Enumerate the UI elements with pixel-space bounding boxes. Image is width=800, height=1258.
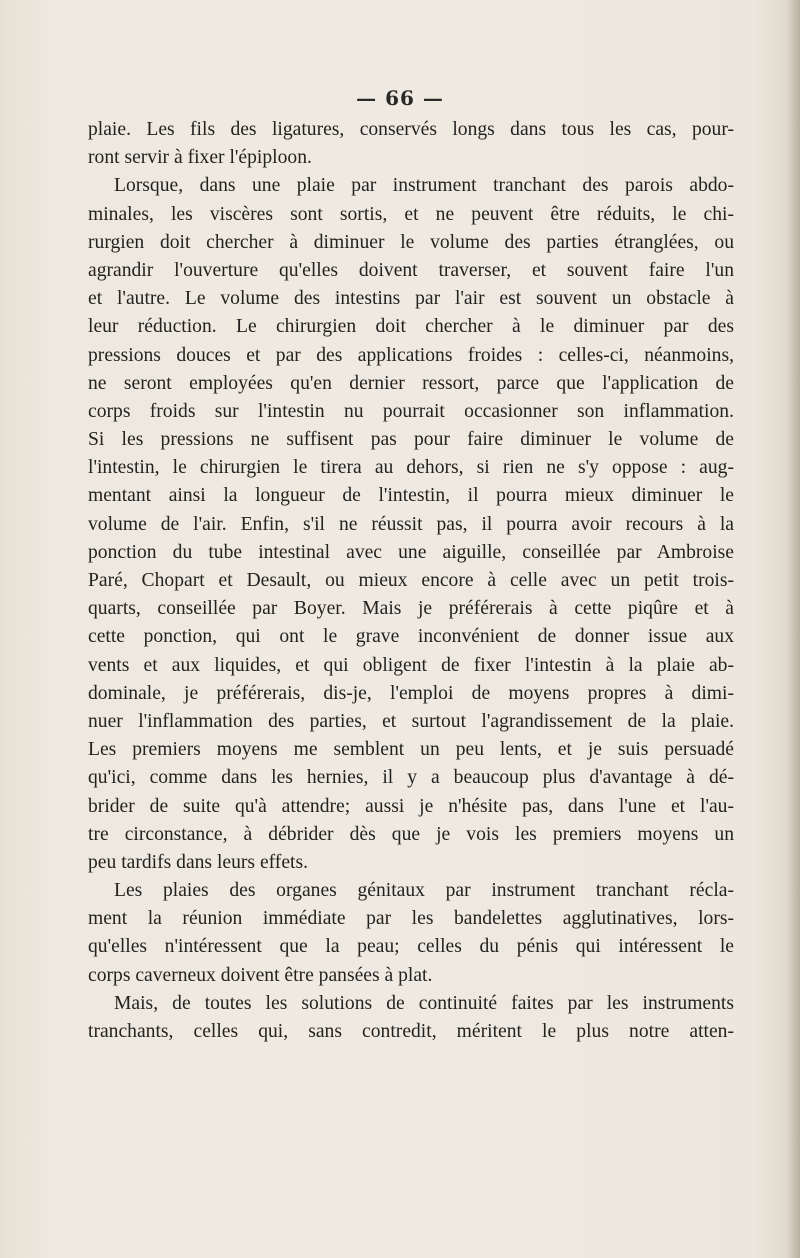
text-line: cette ponction, qui ont le grave inconvénient de donner issue aux	[88, 626, 734, 648]
text-line: et l'autre. Le volume des intestins par l'air est souvent un obstacle à	[88, 288, 734, 310]
text-line: agrandir l'ouverture qu'elles doivent traverser, et souvent faire l'un	[88, 259, 734, 281]
text-line: ponction du tube intestinal avec une aiguille, conseillée par Ambroise	[88, 541, 734, 563]
page-edge-shadow	[786, 0, 800, 1258]
text-line: Mais, de toutes les solutions de continuité faites par les instruments	[114, 992, 734, 1014]
text-line: vents et aux liquides, et qui obligent de fixer l'intestin à la plaie ab-	[88, 654, 734, 676]
text-line: nuer l'inflammation des parties, et surtout l'agrandissement de la plaie.	[88, 710, 734, 732]
text-line: Les premiers moyens me semblent un peu lents, et je suis persuadé	[88, 739, 734, 761]
text-line: mentant ainsi la longueur de l'intestin, il pourra mieux diminuer le	[88, 485, 734, 507]
page-number: — 66 —	[356, 86, 444, 110]
text-line: dominale, je préférerais, dis-je, l'emploi de moyens propres à dimi-	[88, 682, 734, 704]
text-line: minales, les viscères sont sortis, et ne peuvent être réduits, le chi-	[88, 203, 734, 225]
text-line: qu'ici, comme dans les hernies, il y a beaucoup plus d'avantage à dé-	[88, 767, 734, 789]
text-line: ront servir à fixer l'épiploon.	[88, 147, 312, 169]
text-line: volume de l'air. Enfin, s'il ne réussit pas, il pourra avoir recours à la	[88, 513, 734, 535]
body-text	[88, 116, 734, 1046]
text-line: Paré, Chopart et Desault, ou mieux encore à celle avec un petit trois-	[88, 570, 734, 591]
text-line: Si les pressions ne suffisent pas pour faire diminuer le volume de	[88, 429, 734, 451]
text-line: corps froids sur l'intestin nu pourrait occasionner son inflammation.	[88, 400, 734, 422]
text-line: rurgien doit chercher à diminuer le volume des parties étranglées, ou	[88, 231, 734, 253]
text-line: pressions douces et par des applications froides : celles-ci, néanmoins,	[88, 344, 734, 366]
text-line: brider de suite qu'à attendre; aussi je n'hésite pas, dans l'une et l'au-	[88, 795, 734, 817]
text-line: ne seront employées qu'en dernier ressort, parce que l'application de	[88, 372, 734, 394]
text-line: peu tardifs dans leurs effets.	[88, 851, 308, 873]
text-line: qu'elles n'intéressent que la peau; celles du pénis qui intéressent le	[88, 936, 734, 958]
text-line: corps caverneux doivent être pansées à plat.	[88, 964, 433, 986]
text-line: l'intestin, le chirurgien le tirera au dehors, si rien ne s'y oppose : aug-	[88, 457, 734, 479]
text-line: ment la réunion immédiate par les bandelettes agglutinatives, lors-	[88, 908, 734, 930]
text-line: Lorsque, dans une plaie par instrument tranchant des parois abdo-	[114, 175, 734, 197]
text-line: tranchants, celles qui, sans contredit, méritent le plus notre atten-	[88, 1021, 734, 1042]
text-line: plaie. Les fils des ligatures, conservés longs dans tous les cas, pour-	[88, 119, 734, 140]
text-line: Les plaies des organes génitaux par instrument tranchant récla-	[114, 880, 734, 902]
text-line: leur réduction. Le chirurgien doit chercher à le diminuer par des	[88, 316, 734, 338]
text-line: quarts, conseillée par Boyer. Mais je préférerais à cette piqûre et à	[88, 598, 734, 620]
text-line: tre circonstance, à débrider dès que je vois les premiers moyens un	[88, 823, 734, 845]
